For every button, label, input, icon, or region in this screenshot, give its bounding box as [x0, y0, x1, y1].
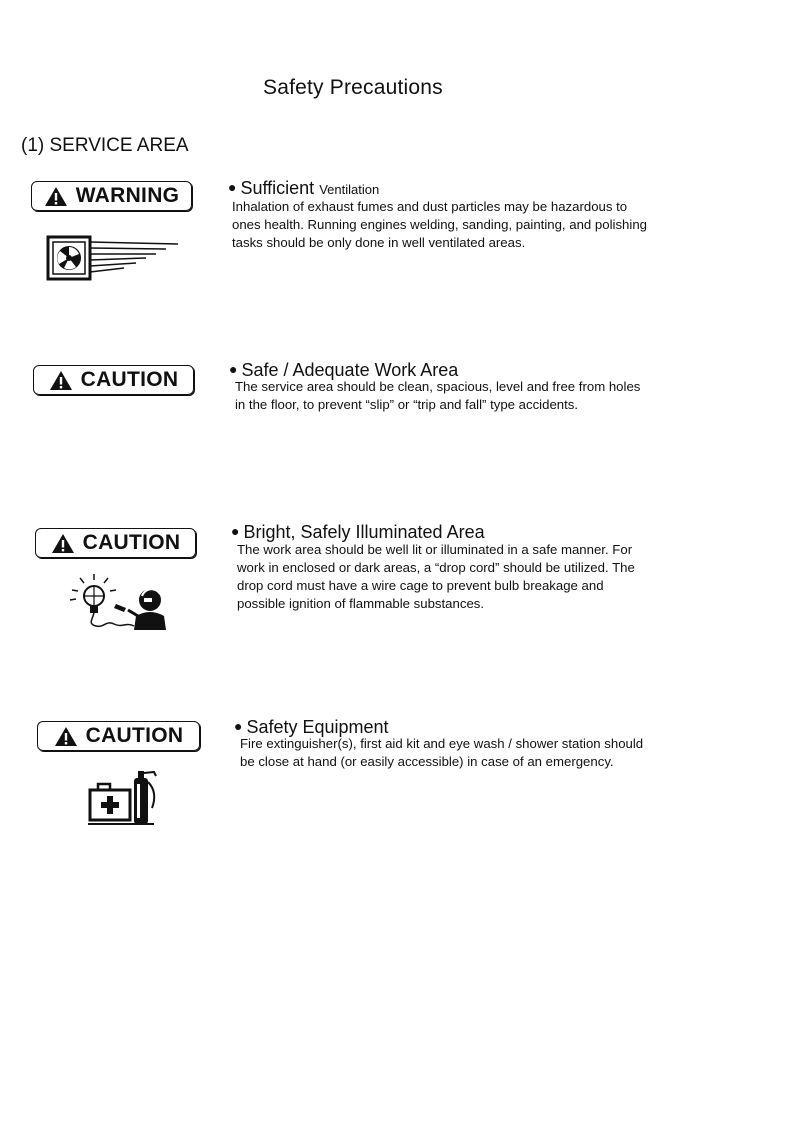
body-line: The work area should be well lit or illuminated in a safe manner. For	[237, 542, 633, 557]
page-title: Safety Precautions	[263, 76, 443, 99]
body-line: ones health. Running engines welding, sanding, painting, and polishing	[232, 217, 647, 232]
drop-cord-lamp-icon	[66, 572, 170, 632]
item-body-ventilation	[232, 198, 647, 252]
caution-badge	[37, 721, 200, 751]
body-line: The service area should be clean, spacious, level and free from holes	[235, 379, 641, 394]
bullet-icon: ●	[229, 361, 238, 377]
badge-label: CAUTION	[82, 531, 181, 554]
section-heading: (1) SERVICE AREA	[21, 135, 189, 156]
first-aid-extinguisher-icon	[86, 768, 162, 830]
item-title-main: Bright, Safely Illuminated Area	[243, 522, 485, 542]
badge-label: CAUTION	[85, 724, 184, 747]
item-title-main: Safety Equipment	[246, 717, 389, 737]
badge-label: WARNING	[75, 184, 180, 207]
item-body-safety-equipment	[240, 735, 643, 771]
badge-label: CAUTION	[80, 368, 179, 391]
item-body-illumination	[237, 541, 635, 613]
ventilation-fan-icon	[46, 234, 182, 284]
body-line: Fire extinguisher(s), first aid kit and eye wash / shower station should	[240, 736, 644, 751]
item-title-main: Safe / Adequate Work Area	[241, 360, 459, 380]
caution-badge	[35, 528, 196, 558]
body-line: tasks should be only done in well ventilated areas.	[232, 235, 526, 250]
warning-badge	[31, 181, 192, 211]
bullet-icon: ●	[231, 523, 240, 539]
item-body-work-area	[235, 378, 640, 414]
item-title-illumination	[231, 522, 485, 543]
warning-triangle-icon	[44, 186, 68, 207]
bullet-icon: ●	[234, 718, 243, 734]
body-line: work in enclosed or dark areas, a “drop cord” should be utilized. The	[237, 560, 635, 575]
bullet-icon: ●	[228, 179, 237, 195]
body-line: drop cord must have a wire cage to prevent bulb breakage and	[237, 578, 604, 593]
item-title-main: Sufficient	[240, 178, 315, 198]
caution-badge	[33, 365, 194, 395]
item-title-ventilation	[228, 178, 379, 199]
warning-triangle-icon	[51, 533, 75, 554]
warning-triangle-icon	[49, 370, 73, 391]
body-line: possible ignition of flammable substances.	[237, 596, 485, 611]
warning-triangle-icon	[54, 726, 78, 747]
body-line: in the floor, to prevent “slip” or “trip and fall” type accidents.	[235, 397, 579, 412]
body-line: Inhalation of exhaust fumes and dust particles may be hazardous to	[232, 199, 628, 214]
body-line: be close at hand (or easily accessible) in case of an emergency.	[240, 754, 614, 769]
item-title-sub: Ventilation	[319, 182, 380, 197]
